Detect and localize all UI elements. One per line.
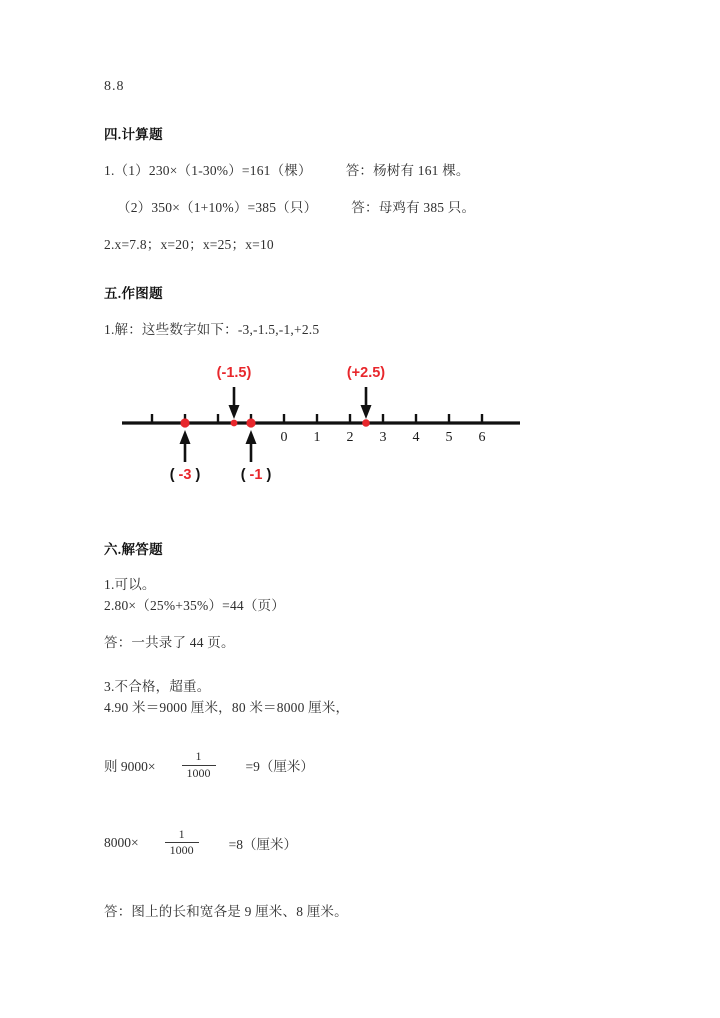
point-dot-minus-1-5 bbox=[231, 419, 238, 426]
number-line-tick-2: 2 bbox=[346, 429, 354, 445]
number-line-tick-1: 1 bbox=[313, 429, 321, 445]
number-line-figure bbox=[104, 361, 624, 501]
equation-1-prefix: 则 9000× bbox=[104, 759, 156, 775]
number-line-tick-3: 3 bbox=[379, 429, 387, 445]
number-line-tick-6: 6 bbox=[478, 429, 486, 445]
solve-answer-1: 答：一共录了 44 页。 bbox=[104, 634, 235, 650]
calc-answer-2: 答：母鸡有 385 只。 bbox=[351, 200, 476, 216]
document-content bbox=[104, 78, 624, 921]
solve-line-1: 1.可以。 bbox=[104, 576, 156, 592]
calc-line-3: 2.x=7.8；x=20；x=25；x=10 bbox=[104, 237, 274, 253]
arrow-up-minus-3 bbox=[180, 430, 191, 462]
point-dot-minus-3 bbox=[180, 418, 189, 427]
number-line-label-minus-3: ( -3 ) bbox=[169, 466, 201, 483]
equation-2-numerator: 1 bbox=[178, 826, 185, 841]
equation-2-denominator: 1000 bbox=[169, 843, 194, 858]
arrow-down-minus-1-5 bbox=[229, 387, 240, 419]
point-dot-minus-1 bbox=[246, 418, 255, 427]
arrow-down-plus-2-5 bbox=[361, 387, 372, 419]
calc-answer-1: 答：杨树有 161 棵。 bbox=[345, 162, 470, 178]
point-dot-plus-2-5 bbox=[362, 419, 370, 427]
equation-1-fraction bbox=[182, 750, 216, 779]
calc-expression-1: 1.（1）230×（1-30%）=161（棵） bbox=[104, 162, 312, 178]
top-fragment: 8.8 bbox=[104, 79, 125, 94]
calc-line-1 bbox=[104, 162, 624, 180]
section-heading-4: 四.计算题 bbox=[104, 126, 163, 142]
section-heading-5: 五.作图题 bbox=[104, 285, 163, 301]
equation-row-1 bbox=[104, 750, 624, 779]
equation-2-suffix: =8（厘米） bbox=[228, 836, 297, 852]
drawing-line-1: 1.解：这些数字如下：-3,-1.5,-1,+2.5 bbox=[104, 321, 320, 337]
solve-line-4: 4.90 米＝9000 厘米，80 米＝8000 厘米， bbox=[104, 699, 350, 715]
number-line-label-plus-2-5: (+2.5) bbox=[346, 364, 386, 381]
equation-1-suffix: =9（厘米） bbox=[245, 759, 314, 775]
number-line-label-minus-1-5: (-1.5) bbox=[216, 364, 252, 381]
section-heading-6: 六.解答题 bbox=[104, 541, 163, 557]
number-line-tick-4: 4 bbox=[412, 429, 420, 445]
equation-1-denominator: 1000 bbox=[186, 765, 211, 780]
solve-line-2: 2.80×（25%+35%）=44（页） bbox=[104, 597, 285, 613]
equation-2-prefix: 8000× bbox=[104, 834, 139, 850]
equation-2-fraction bbox=[165, 828, 199, 857]
calc-line-2 bbox=[104, 199, 624, 217]
solve-line-3: 3.不合格，超重。 bbox=[104, 678, 211, 694]
arrow-up-minus-1 bbox=[246, 430, 257, 462]
equation-row-2 bbox=[104, 828, 624, 857]
final-answer: 答：图上的长和宽各是 9 厘米、8 厘米。 bbox=[104, 904, 348, 920]
calc-expression-2: （2）350×（1+10%）=385（只） bbox=[117, 200, 318, 216]
number-line-label-minus-1: ( -1 ) bbox=[240, 466, 272, 483]
number-line-tick-0: 0 bbox=[280, 429, 288, 445]
number-line-tick-5: 5 bbox=[445, 429, 453, 445]
equation-1-numerator: 1 bbox=[195, 749, 202, 764]
